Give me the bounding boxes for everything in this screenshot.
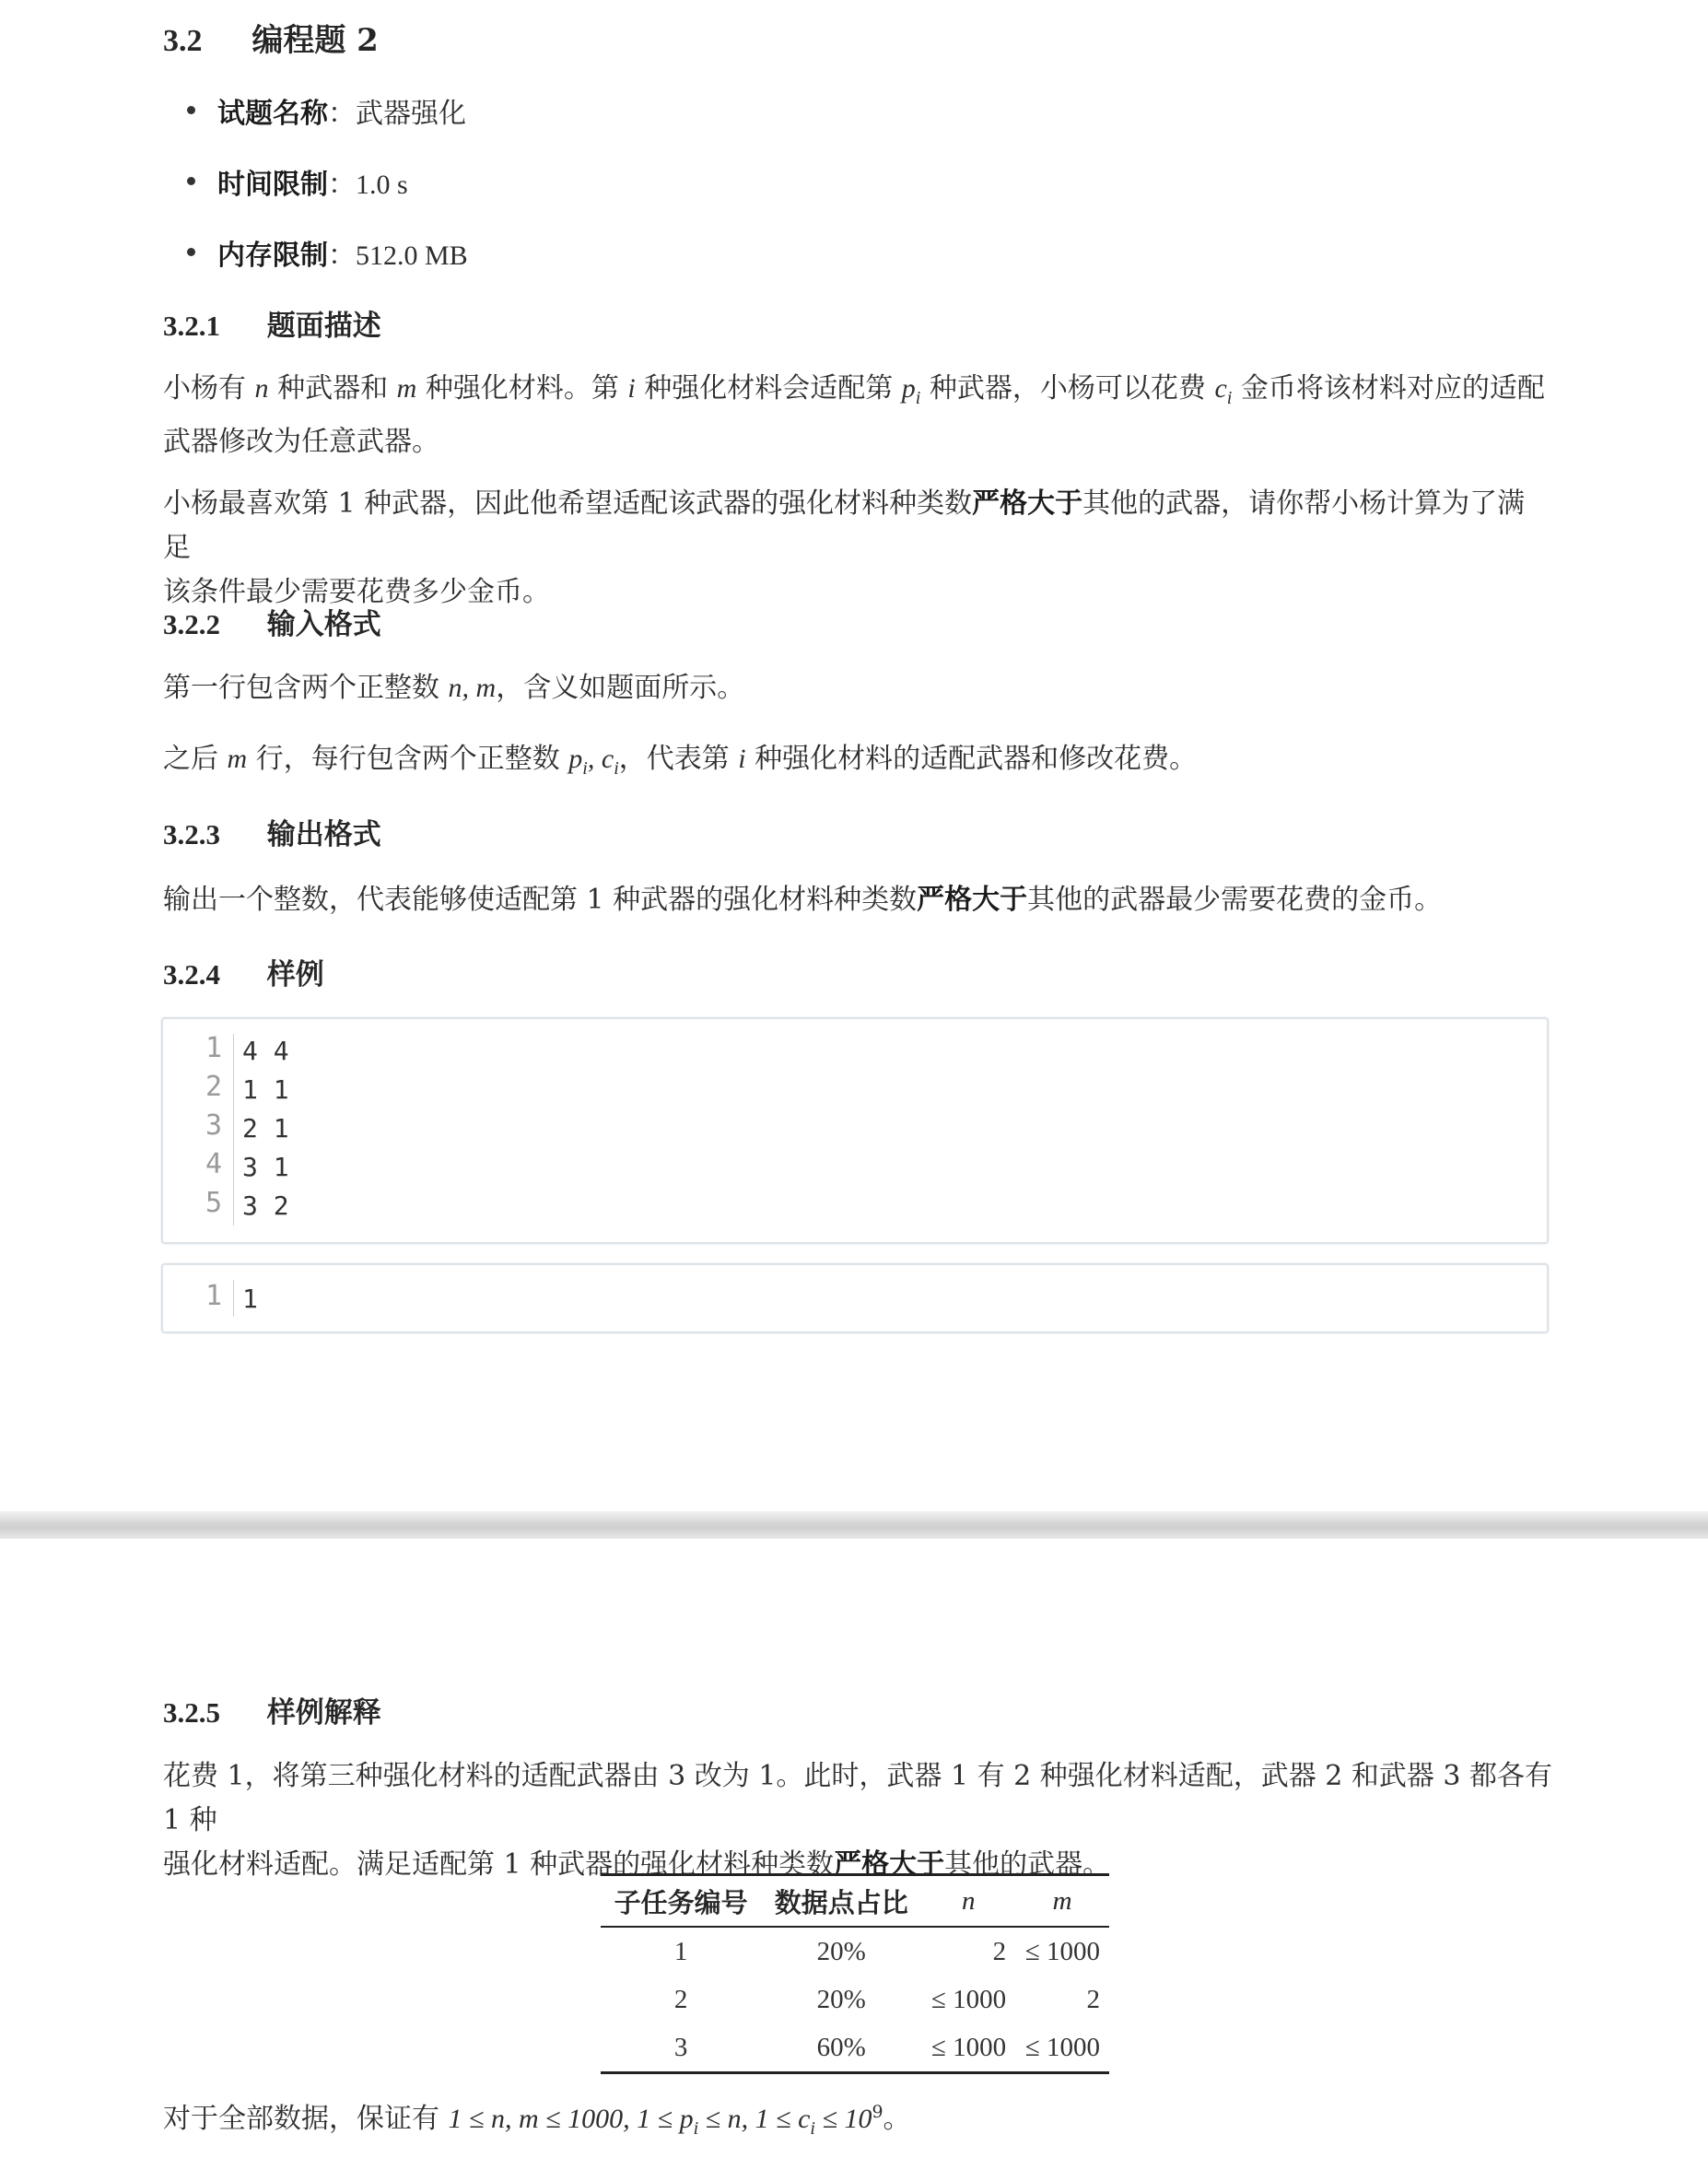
sample-input-block[interactable] (161, 1017, 1549, 1244)
desc-paragraph-1: 小杨有 n 种武器和 m 种强化材料。第 i 种强化材料会适配第 $p_i$ 种武器，小杨可以花费 $c_i$ 金币将该材料对应的适配 武器修改为任意武器。 (163, 372, 1545, 458)
output-heading: 3.2.3 输出格式 (163, 818, 381, 851)
line-number: 2 (205, 1071, 222, 1103)
input-line-2: 之后 m 行，每行包含两个正整数 $p_i$, $c_i$，代表第 i 种强化材料的适配武器和修改花费。 (163, 743, 1198, 779)
code-line: 2 1 (242, 1113, 289, 1144)
input-heading: 3.2.2 输入格式 (163, 608, 381, 641)
output-paragraph: 输出一个整数，代表能够使适配第 1 种武器的强化材料种类数严格大于其他的武器最少需要花费的金币。 (163, 884, 1443, 916)
line-number: 1 (205, 1032, 222, 1064)
col-header: 子任务编号 (614, 1886, 748, 1918)
code-line: 4 4 (242, 1036, 289, 1066)
desc-heading: 3.2.1 题面描述 (163, 310, 381, 343)
constraint-paragraph: 对于全部数据，保证有 1 ≤ n, m ≤ 1000, $1 \le p_i \le n$, $1 \le c_i \le 10^9$。 (163, 2102, 911, 2139)
meta-name: 试题名称：武器强化 (217, 98, 466, 130)
code-line: 1 1 (242, 1074, 289, 1105)
table-row: 3 60% ≤ 1000 ≤ 1000 (673, 2032, 1100, 2062)
line-number: 5 (205, 1187, 222, 1219)
bullet-icon (187, 106, 195, 114)
line-number: 1 (205, 1280, 222, 1312)
section-heading: 3.2 编程题 2 (163, 22, 379, 59)
gutter-separator (233, 1034, 234, 1226)
col-header: n (961, 1885, 976, 1916)
meta-time: 时间限制：1.0 s (217, 169, 408, 201)
input-line-1: 第一行包含两个正整数 n, m，含义如题面所示。 (163, 672, 745, 704)
meta-memory: 内存限制：512.0 MB (217, 240, 468, 272)
subtask-table (601, 1873, 1109, 2074)
desc-paragraph-2: 小杨最喜欢第 1 种武器，因此他希望适配该武器的强化材料种类数严格大于其他的武器，请你帮小杨计算为了满足 该条件最少需要花费多少金币。 (163, 487, 1526, 608)
code-line: 3 2 (242, 1190, 289, 1221)
sample-output-block[interactable] (161, 1263, 1549, 1333)
col-header: m (1052, 1885, 1072, 1916)
line-number: 4 (205, 1148, 222, 1180)
code-line: 1 (242, 1284, 258, 1314)
bullet-icon (187, 177, 195, 185)
bullet-icon (187, 248, 195, 256)
sample-heading: 3.2.4 样例 (163, 958, 324, 991)
explain-paragraph: 花费 1，将第三种强化材料的适配武器由 3 改为 1。此时，武器 1 有 2 种强化材料适配，武器 2 和武器 3 都各有 1 种 强化材料适配。满足适配第 1 种武器的强化材料种类数严格大于其他的武器。 (163, 1760, 1553, 1881)
col-header: 数据点占比 (774, 1886, 908, 1918)
code-line: 3 1 (242, 1152, 289, 1182)
explain-heading: 3.2.5 样例解释 (163, 1696, 381, 1730)
page-break (0, 1511, 1708, 1539)
gutter-separator (233, 1280, 234, 1317)
line-number: 3 (205, 1109, 222, 1142)
table-row: 2 20% ≤ 1000 2 (673, 1984, 1100, 2014)
table-row: 1 20% 2 ≤ 1000 (673, 1936, 1100, 1966)
